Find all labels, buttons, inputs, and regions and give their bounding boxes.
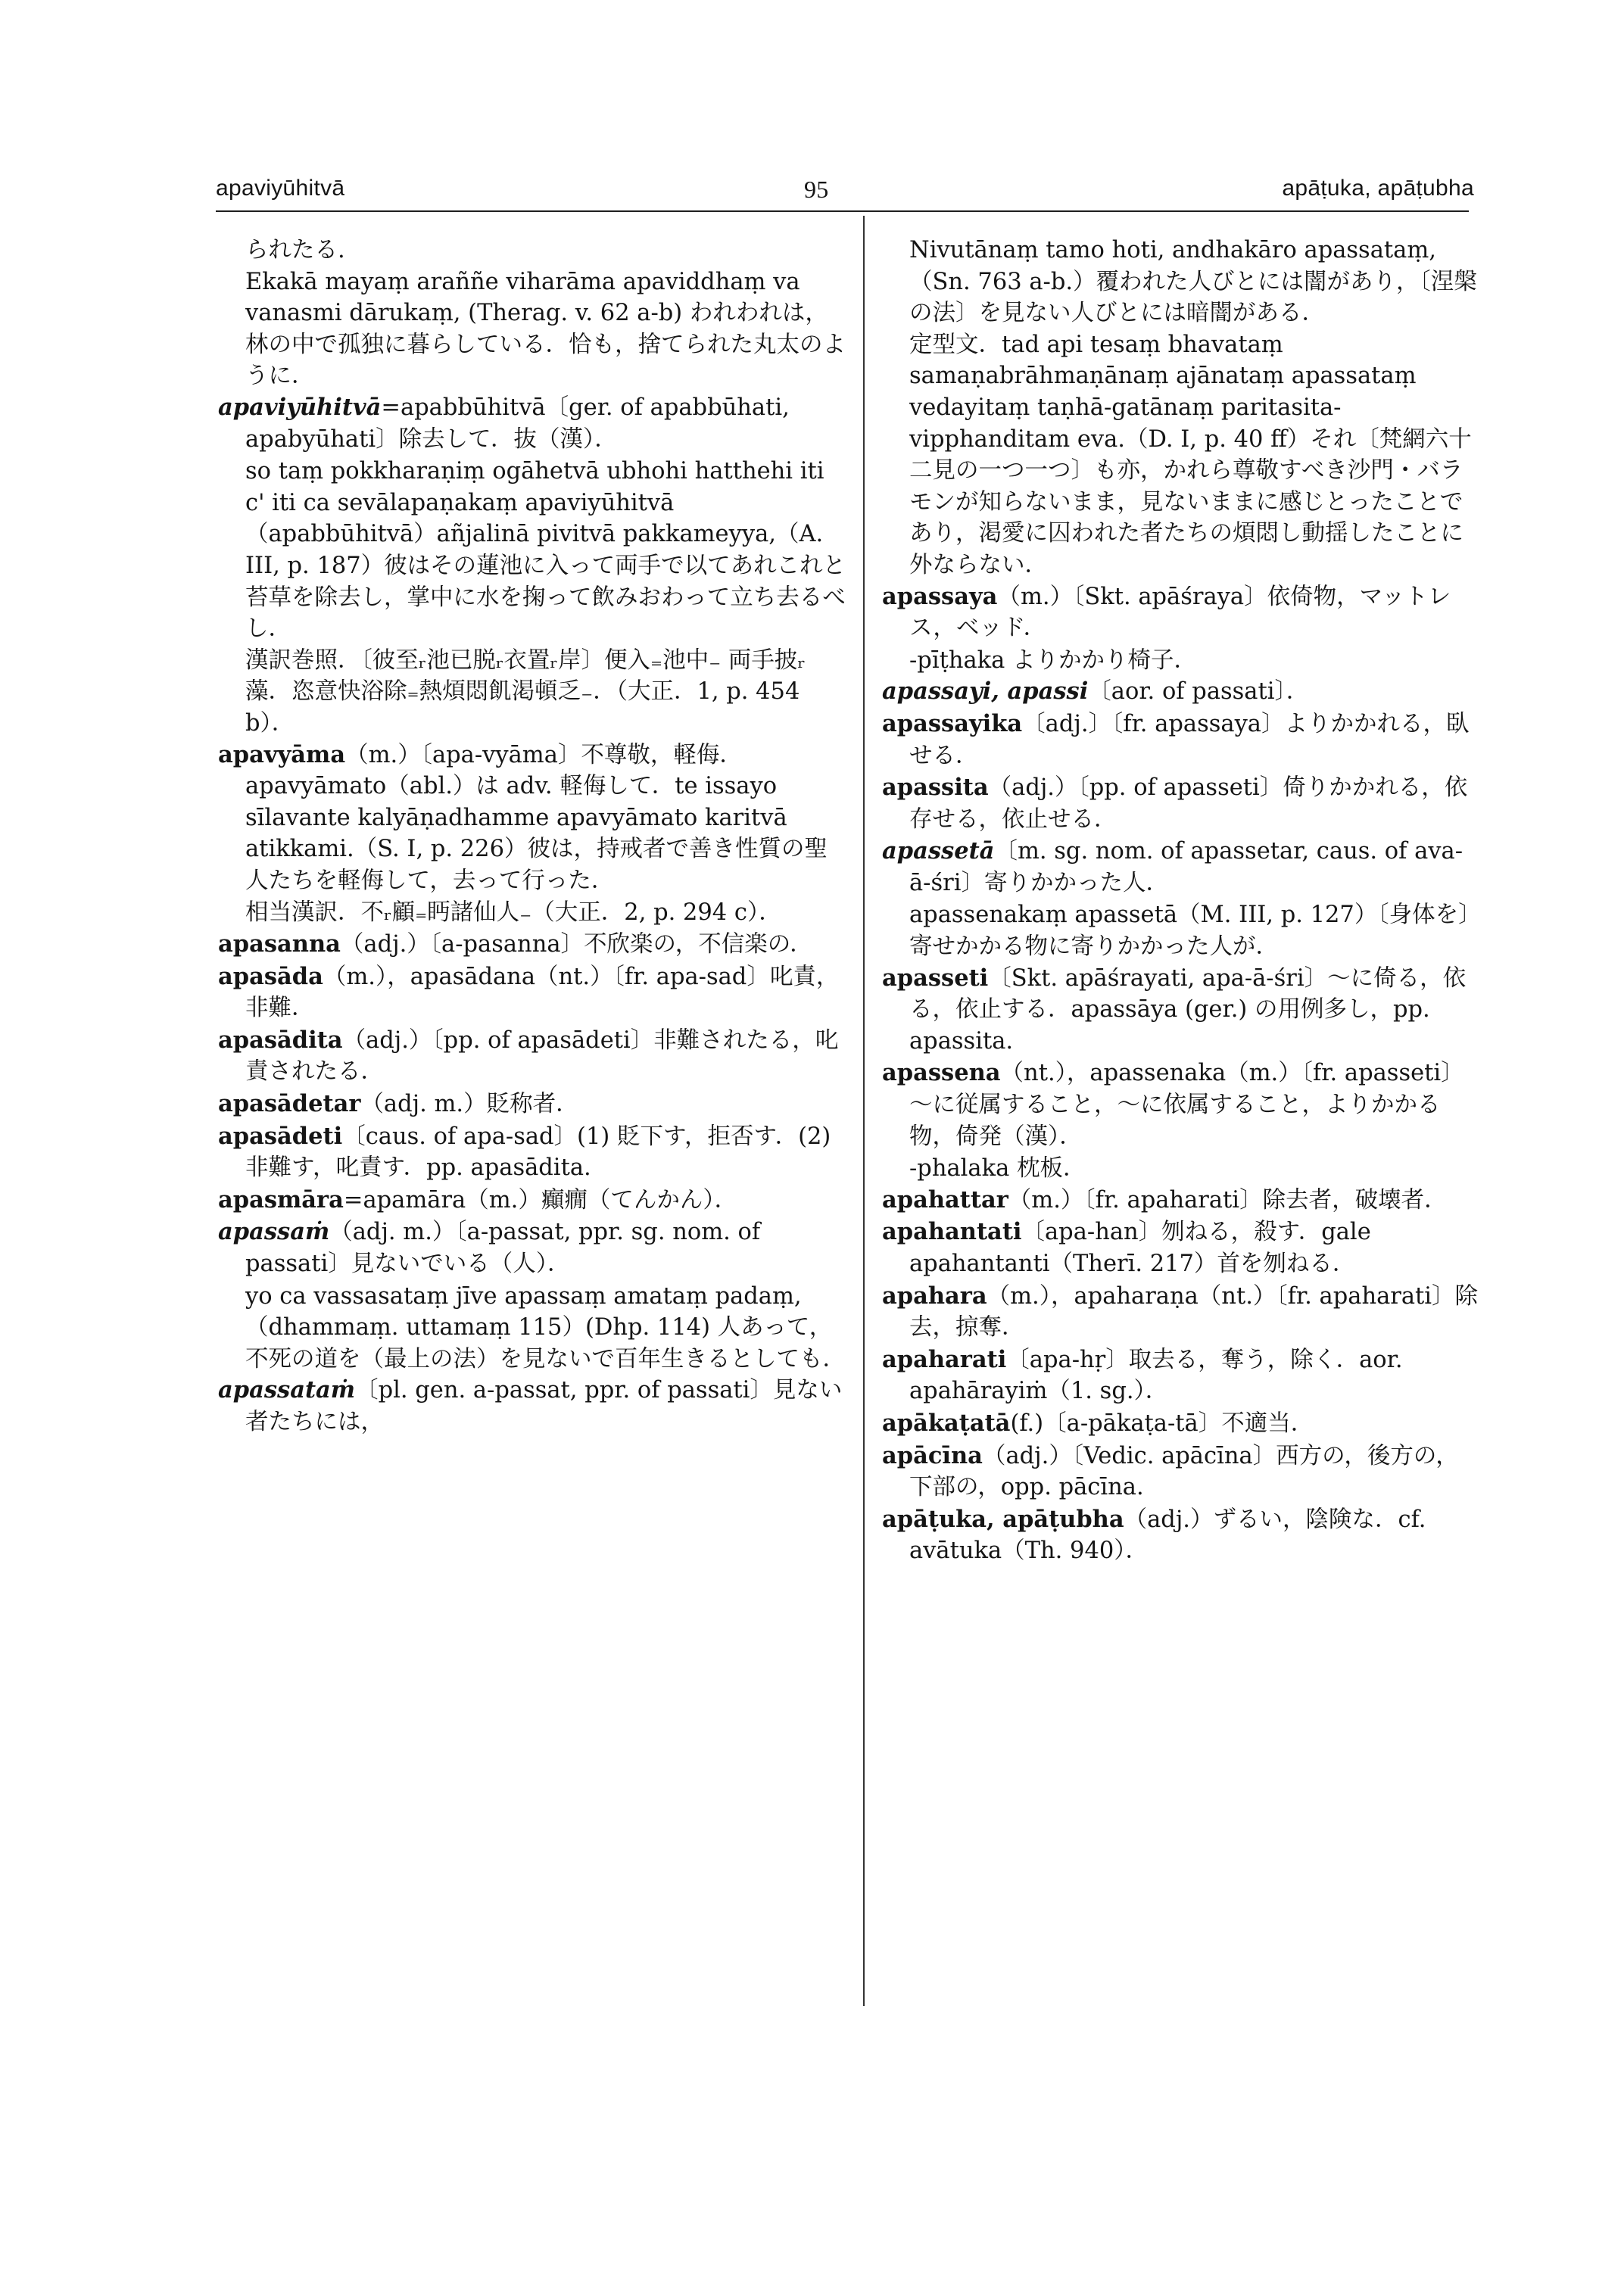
headword: apassayi, apassi: [882, 678, 1089, 706]
entry-example-text: so taṃ pokkharaṇiṃ ogāhetvā ubhohi hatthehi iti c' iti ca sevālapaṇakaṃ apaviyūhitvā（apabbūhitvā）añjalinā pivitvā pakkameyya,（A. III, p. 187）彼はその蓮池に入って両手で以てあれこれと苔草を除去し，掌中に水を掬って飲みおわって立ち去るべし．: [245, 458, 846, 643]
left-column: [218, 235, 848, 1439]
headword: apahattar: [882, 1185, 1008, 1213]
headword: apassaṁ: [218, 1218, 330, 1246]
headword: apavyāma: [218, 740, 346, 768]
right-column: [882, 235, 1480, 1568]
dictionary-entry: [218, 1089, 848, 1120]
entry-definition: 〔caus. of apa-sad〕(1) 貶下す，拒否す．(2) 非難す，叱責す．pp. apasādita.: [245, 1123, 831, 1182]
headword: apassaya: [882, 582, 998, 610]
dictionary-entry: [882, 1408, 1480, 1440]
dictionary-entry: [882, 1344, 1480, 1407]
entry-example-text: Nivutānaṃ tamo hoti, andhakāro apassataṃ,（Sn. 763 a-b.）覆われた人びとには闇があり，〔涅槃の法〕を見ない人びとには暗闇がある．: [909, 237, 1477, 327]
entry-definition: （m.），apaharaṇa（nt.）〔fr. apaharati〕除去，掠奪．: [909, 1282, 1479, 1341]
dictionary-entry: [882, 1217, 1480, 1279]
dictionary-entry: [882, 581, 1480, 644]
dictionary-entry: [218, 929, 848, 961]
headword: apassetā: [882, 837, 995, 865]
entry-definition: 〔adj.〕〔fr. apassaya〕よりかかれる，臥せる．: [909, 710, 1470, 769]
entry-definition: （m.），apasādana（nt.）〔fr. apa-sad〕叱責，非難．: [245, 963, 840, 1022]
entry-definition: 〔pl. gen. a-passat, ppr. of passati〕見ない者たちには，: [245, 1377, 843, 1435]
entry-example-text: られたる.: [245, 237, 345, 263]
dictionary-entry: [882, 1281, 1480, 1344]
dictionary-entry: [218, 392, 848, 455]
entry-example-text: -pīṭhaka よりかかり椅子．: [909, 646, 1198, 674]
running-head-left: apaviyūhitvā: [216, 176, 345, 201]
dictionary-entry: [218, 1025, 848, 1088]
entry-example-text: Ekakā mayaṃ araññe viharāma apaviddhaṃ va vanasmi dārukaṃ, (Therag. v. 62 a-b) われわれは，林の中で孤独に暮らしている．恰も，捨てられた丸太のように．: [245, 268, 846, 390]
entry-definition: （adj.）〔Vedic. apācīna〕西方の，後方の，下部の，opp. pācīna.: [909, 1442, 1459, 1501]
headword: apasādita: [218, 1026, 343, 1054]
dictionary-entry: [218, 1185, 848, 1217]
entry-definition: =apamāra（m.）癲癇（てんかん）．: [343, 1186, 738, 1213]
column-divider: [863, 216, 865, 2006]
entry-definition: (f.)〔a-pākaṭa-tā〕不適当．: [1010, 1410, 1314, 1437]
header-rule: [216, 210, 1469, 212]
dictionary-entry: [882, 676, 1480, 708]
entry-definition: （adj.）ずるい，陰険な．cf. avātuka（Th. 940）．: [909, 1506, 1426, 1565]
entry-definition: =apabbūhitvā〔ger. of apabbūhati, apabyūhati〕除去して．抜（漢）．: [245, 394, 790, 453]
entry-definition: 〔apa-hṛ〕取去る，奪う，除く．aor. apahārayiṁ（1. sg.）．: [909, 1346, 1403, 1405]
headword: apākaṭatā: [882, 1409, 1011, 1437]
headword: apassena: [882, 1059, 1001, 1087]
entry-example-text: 相当漢訳．不ᵣ顧₌眄諸仙人₋（大正．2, p. 294 c）．: [245, 899, 782, 927]
headword: apasādeti: [218, 1122, 343, 1150]
dictionary-entry: [218, 1375, 848, 1438]
entry-definition: （adj. m.）〔a-passat, ppr. sg. nom. of passati〕見ないでいる（人）．: [245, 1219, 761, 1277]
headword: apasādetar: [218, 1090, 361, 1118]
entry-definition: （m.）〔fr. apaharati〕除去者，破壊者．: [1008, 1186, 1448, 1213]
entry-example-text: apassenakaṃ apassetā（M. III, p. 127）〔身体を〕寄せかかる物に寄りかかった人が．: [909, 902, 1470, 961]
entry-example-text: -phalaka 枕板．: [909, 1155, 1086, 1182]
dictionary-entry: [882, 1058, 1480, 1152]
headword: apaviyūhitvā: [218, 393, 382, 421]
dictionary-entry: [882, 772, 1480, 835]
headword: apasāda: [218, 962, 323, 990]
headword: apasseti: [882, 964, 989, 992]
headword: apassataṁ: [218, 1376, 356, 1404]
dictionary-entry: [882, 1504, 1480, 1567]
headword: apasanna: [218, 930, 341, 958]
entry-definition: 〔apa-han〕刎ねる，殺す．gale apahantanti（Therī. 217）首を刎ねる．: [909, 1219, 1371, 1277]
headword: apāṭuka, apāṭubha: [882, 1505, 1124, 1533]
entry-example-text: yo ca vassasataṃ jīve apassaṃ amataṃ padaṃ,（dhammaṃ. uttamaṃ 115）(Dhp. 114) 人あって，不死の道を（最上の法）を見ないで百年生きるとしても．: [245, 1282, 846, 1372]
dictionary-entry: [218, 740, 848, 897]
page-number: 95: [804, 176, 829, 203]
dictionary-entry: [218, 961, 848, 1024]
headword: apassayika: [882, 709, 1023, 737]
dictionary-entry: [882, 709, 1480, 771]
headword: apassita: [882, 774, 989, 802]
entry-definition: （adj.）〔a-pasanna〕不欣楽の，不信楽の．: [340, 931, 813, 958]
entry-definition: 〔Skt. apāśrayati, apa-ā-śri〕～に倚る，依る，依止する．apassāya (ger.) の用例多し，pp. apassita.: [909, 964, 1467, 1055]
dictionary-entry: [882, 1441, 1480, 1503]
headword: apācīna: [882, 1441, 983, 1469]
headword: apaharati: [882, 1345, 1007, 1373]
dictionary-entry: [218, 1121, 848, 1184]
dictionary-entry: [882, 1185, 1480, 1217]
dictionary-entry: [882, 836, 1480, 899]
running-head-right: apāṭuka, apāṭubha: [1282, 176, 1474, 201]
dictionary-entry: [882, 963, 1480, 1058]
entry-definition: 〔aor. of passati〕．: [1088, 678, 1310, 706]
entry-definition: （m.）〔Skt. apāśraya〕依倚物，マットレス，ベッド．: [909, 583, 1451, 642]
headword: apahantati: [882, 1218, 1022, 1246]
entry-definition: （adj.）〔pp. of apasādeti〕非難されたる，叱責されたる．: [245, 1027, 839, 1086]
entry-definition: （adj. m.）貶称者．: [360, 1091, 579, 1118]
entry-definition: 〔m. sg. nom. of apassetar, caus. of ava-ā-śri〕寄りかかった人．: [909, 838, 1463, 896]
entry-definition: （adj.）〔pp. of apasseti〕倚りかかれる，依存せる，依止せる．: [909, 774, 1468, 833]
entry-example-text: 漢訳巻照．〔彼至ᵣ池已脱ᵣ衣置ᵣ岸〕便入₌池中₋ 両手披ᵣ藻．恣意快浴除₌熱煩悶飢渇頓乏₋．（大正．1, p. 454 b）．: [245, 646, 806, 737]
entry-example-text: 定型文．tad api tesaṃ bhavataṃ samaṇabrāhmaṇānaṃ ajānataṃ apassataṃ vedayitaṃ taṇhā-gatānaṃ paritasita-vipphanditam eva.（D. I, p. 40 ff）それ〔梵網六十二見の一つ一つ〕も亦，かれら尊敬すべき沙門・バラモンが知らないまま，見ないままに感じとったことであり，渇愛に囚われた者たちの煩悶し動揺したことに外ならない．: [909, 331, 1472, 578]
headword: apasmāra: [218, 1185, 344, 1213]
dictionary-entry: [218, 1217, 848, 1279]
entry-definition: （m.）〔apa-vyāma〕不尊敬，軽侮．apavyāmato（abl.）は adv. 軽侮して．te issayo sīlavante kalyāṇadhamme apavyāmato karitvā atikkami.（S. I, p. 226）彼は，持戒者で善き性質の聖人たちを軽侮して，去って行った．: [245, 741, 828, 894]
headword: apahara: [882, 1282, 987, 1310]
entry-definition: （nt.），apassenaka（m.）〔fr. apasseti〕～に従属すること，～に依属すること，よりかかる物，倚発（漢）．: [909, 1060, 1464, 1150]
